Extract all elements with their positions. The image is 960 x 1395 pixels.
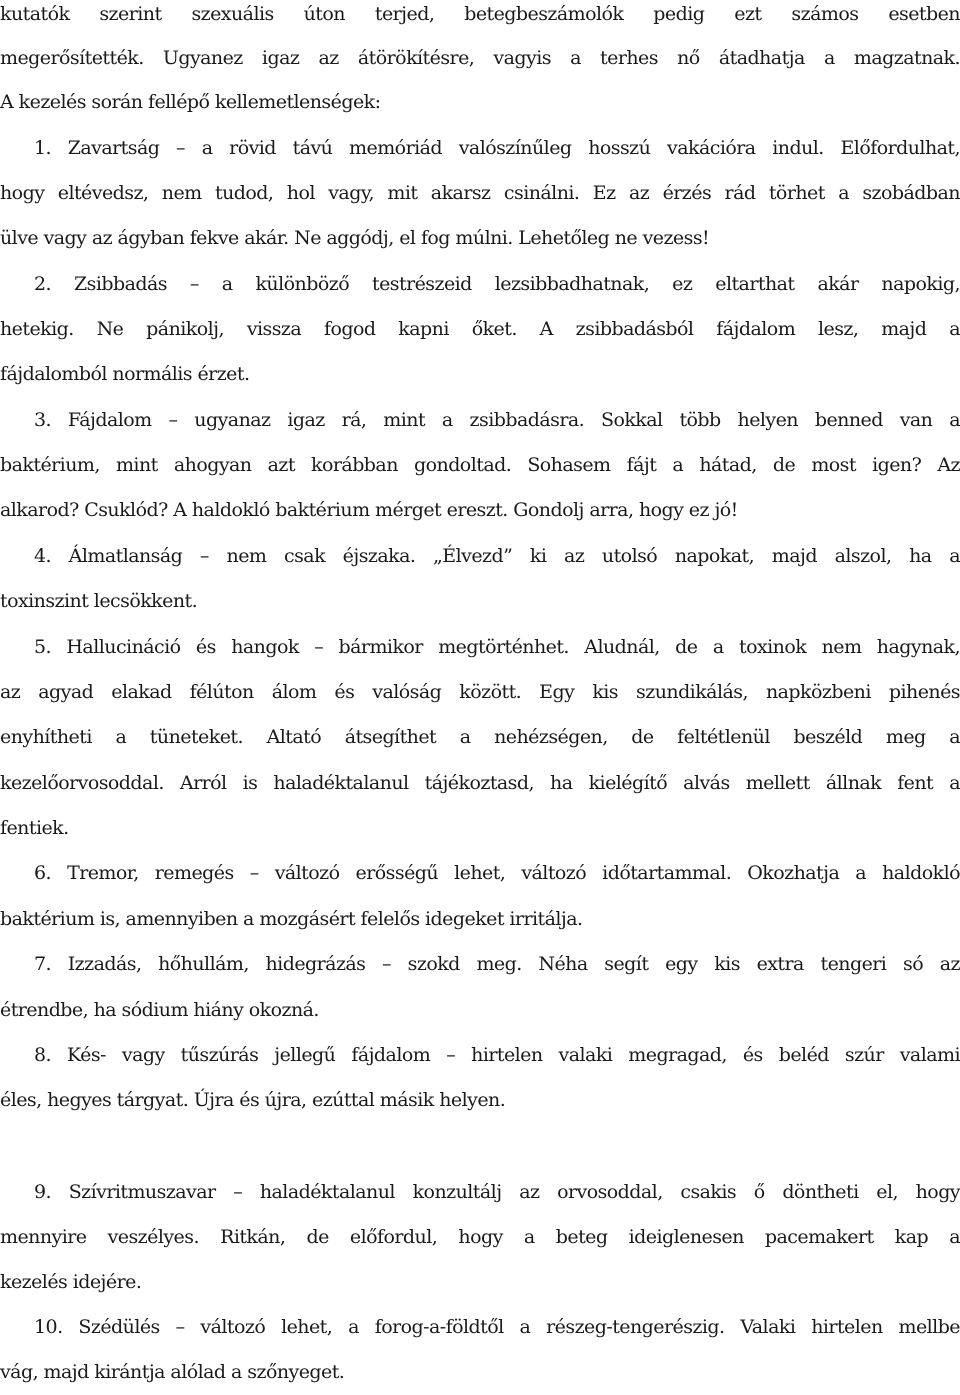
text-line: fájdalomból normális érzet. bbox=[0, 363, 250, 385]
text-line: baktérium is, amennyiben a mozgásért felelős idegeket irritálja. bbox=[0, 908, 583, 930]
text-line: toxinszint lecsökkent. bbox=[0, 590, 198, 612]
text-line: A kezelés során fellépő kellemetlenségek: bbox=[0, 91, 381, 113]
text-line: 3. Fájdalom – ugyanaz igaz rá, mint a zsibbadásra. Sokkal több helyen benned van a bbox=[34, 409, 960, 431]
text-line: 6. Tremor, remegés – változó erősségű lehet, változó időtartammal. Okozhatja a haldokló bbox=[34, 862, 960, 884]
text-line: hetekig. Ne pánikolj, vissza fogod kapni őket. A zsibbadásból fájdalom lesz, majd a bbox=[0, 318, 960, 340]
text-line: ülve vagy az ágyban fekve akár. Ne aggódj, el fog múlni. Lehetőleg ne vezess! bbox=[0, 227, 710, 249]
text-line: 2. Zsibbadás – a különböző testrészeid lezsibbadhatnak, ez eltarthat akár napokig, bbox=[34, 273, 960, 295]
text-line: 5. Hallucináció és hangok – bármikor megtörténhet. Aludnál, de a toxinok nem hagynak, bbox=[34, 636, 960, 658]
text-line: 9. Szívritmuszavar – haladéktalanul konzultálj az orvosoddal, csakis ő döntheti el, hogy bbox=[34, 1181, 960, 1203]
text-line: enyhítheti a tüneteket. Altató átsegíthet a nehézségen, de feltétlenül beszéld meg a bbox=[0, 726, 960, 748]
text-line: kezelés idejére. bbox=[0, 1271, 142, 1293]
text-line: mennyire veszélyes. Ritkán, de előfordul, hogy a beteg ideiglenesen pacemakert kap a bbox=[0, 1226, 960, 1248]
text-line: vág, majd kirántja alólad a szőnyeget. bbox=[0, 1361, 345, 1383]
text-line: fentiek. bbox=[0, 817, 69, 839]
text-line: megerősítették. Ugyanez igaz az átörökítésre, vagyis a terhes nő átadhatja a magzatnak. bbox=[0, 47, 960, 69]
text-line: 1. Zavartság – a rövid távú memóriád valószínűleg hosszú vakációra indul. Előfordulhat, bbox=[34, 137, 960, 159]
text-line: kezelőorvosoddal. Arról is haladéktalanul tájékoztasd, ha kielégítő alvás mellett állnak fent a bbox=[0, 772, 960, 794]
text-line: 7. Izzadás, hőhullám, hidegrázás – szokd meg. Néha segít egy kis extra tengeri só az bbox=[34, 953, 960, 975]
text-line: 8. Kés- vagy tűszúrás jellegű fájdalom – hirtelen valaki megragad, és beléd szúr valami bbox=[34, 1044, 960, 1066]
text-line: hogy eltévedsz, nem tudod, hol vagy, mit akarsz csinálni. Ez az érzés rád törhet a szobádban bbox=[0, 182, 960, 204]
text-line: az agyad elakad félúton álom és valóság között. Egy kis szundikálás, napközbeni pihenés bbox=[0, 681, 960, 703]
text-line: éles, hegyes tárgyat. Újra és újra, ezúttal másik helyen. bbox=[0, 1089, 506, 1111]
text-line: étrendbe, ha sódium hiány okozná. bbox=[0, 999, 319, 1021]
text-line: alkarod? Csuklód? A haldokló baktérium mérget ereszt. Gondolj arra, hogy ez jó! bbox=[0, 499, 738, 521]
text-line: baktérium, mint ahogyan azt korábban gondoltad. Sohasem fájt a hátad, de most igen? Az bbox=[0, 454, 960, 476]
text-line: kutatók szerint szexuális úton terjed, betegbeszámolók pedig ezt számos esetben bbox=[0, 3, 960, 25]
text-line: 4. Álmatlanság – nem csak éjszaka. „Élvezd” ki az utolsó napokat, majd alszol, ha a bbox=[34, 545, 960, 567]
text-line: 10. Szédülés – változó lehet, a forog-a-földtől a részeg-tengerészig. Valaki hirtelen mellbe bbox=[34, 1316, 960, 1338]
